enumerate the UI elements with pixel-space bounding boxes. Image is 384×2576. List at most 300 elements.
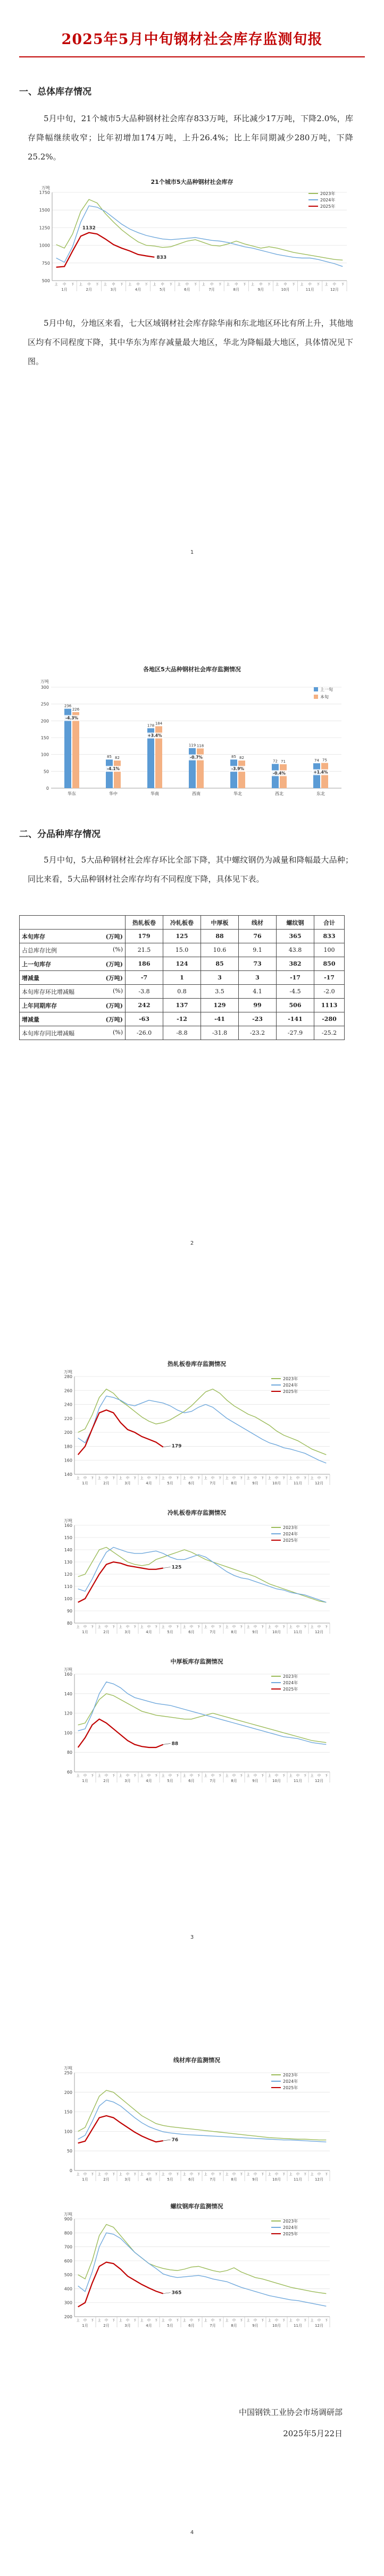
bar-previous [106, 759, 113, 788]
x-tick-label: 华南 [151, 791, 159, 796]
legend-label: 2025年 [283, 2232, 298, 2236]
section-heading-overall: 一、总体库存情况 [19, 87, 91, 97]
x-dekad-tick: 中 [161, 283, 164, 286]
x-tick-label: 6月 [188, 1630, 195, 1634]
table-cell: 365 [277, 930, 314, 943]
table-header-cell: 螺纹钢 [277, 916, 314, 930]
x-dekad-tick: 下 [324, 2173, 328, 2176]
x-tick-label: 8月 [231, 2324, 237, 2328]
x-dekad-tick: 上 [225, 1774, 229, 1778]
x-dekad-tick: 上 [119, 2319, 122, 2322]
page-number: 3 [190, 1935, 194, 1940]
x-dekad-tick: 中 [211, 1774, 215, 1778]
y-axis-unit: 万吨 [40, 679, 49, 684]
x-dekad-tick: 下 [341, 283, 345, 286]
x-dekad-tick: 中 [274, 1774, 279, 1778]
x-dekad-tick: 上 [310, 1625, 314, 1629]
series-line-2024年 [78, 2100, 327, 2142]
y-tick-label: 300 [40, 685, 49, 690]
chart-rebar [48, 2198, 346, 2330]
data-label: 833 [156, 255, 167, 260]
chart-regional-inventory [21, 662, 363, 800]
bar-value-label: 85 [107, 755, 112, 759]
x-dekad-tick: 下 [316, 283, 320, 286]
x-tick-label: 6月 [188, 2324, 195, 2328]
x-dekad-tick: 下 [261, 1476, 264, 1480]
x-dekad-tick: 上 [268, 1625, 271, 1629]
x-dekad-tick: 上 [182, 1476, 186, 1480]
x-dekad-tick: 下 [90, 1774, 94, 1778]
x-tick-label: 1月 [82, 1630, 88, 1634]
bar-current [72, 712, 79, 788]
y-axis-unit: 万吨 [64, 1518, 72, 1523]
change-label: +3.4% [147, 733, 162, 738]
x-dekad-tick: 中 [232, 2173, 236, 2176]
y-tick-label: 150 [64, 1535, 72, 1540]
x-dekad-tick: 中 [332, 283, 336, 286]
x-dekad-tick: 下 [218, 1625, 222, 1629]
x-dekad-tick: 上 [268, 1774, 271, 1778]
table-cell: 850 [314, 957, 345, 971]
x-dekad-tick: 中 [83, 1774, 87, 1778]
x-dekad-tick: 下 [154, 1476, 158, 1480]
x-tick-label: 8月 [231, 2177, 237, 2182]
data-label: 179 [171, 1443, 182, 1449]
x-dekad-tick: 中 [317, 1476, 321, 1480]
x-dekad-tick: 中 [253, 2319, 257, 2322]
x-dekad-tick: 中 [296, 1625, 300, 1629]
table-cell: -12 [163, 1012, 201, 1026]
legend-swatch [314, 695, 318, 699]
table-cell: -63 [126, 1012, 163, 1026]
x-dekad-tick: 下 [324, 2319, 328, 2322]
table-cell: -23 [239, 1012, 277, 1026]
y-tick-label: 750 [41, 260, 50, 266]
x-dekad-tick: 下 [112, 1625, 115, 1629]
row-label-text: 本旬库存同比增减幅 [22, 1029, 74, 1037]
x-dekad-tick: 中 [87, 283, 91, 286]
x-dekad-tick: 中 [112, 283, 115, 286]
x-dekad-tick: 下 [133, 1774, 137, 1778]
x-dekad-tick: 下 [176, 1774, 179, 1778]
x-tick-label: 12月 [315, 1779, 323, 1783]
table-row [20, 943, 345, 957]
x-dekad-tick: 中 [317, 1774, 321, 1778]
table-cell: 88 [201, 930, 239, 943]
x-dekad-tick: 下 [261, 1774, 264, 1778]
y-tick-label: 280 [64, 1374, 72, 1379]
x-dekad-tick: 下 [144, 283, 148, 286]
x-dekad-tick: 下 [133, 2319, 137, 2322]
row-label-text: 占总库存比例 [22, 947, 57, 954]
x-tick-label: 11月 [294, 2177, 302, 2182]
x-tick-label: 1月 [61, 288, 68, 292]
table-row-label [20, 1026, 126, 1040]
x-tick-label: 11月 [294, 2324, 302, 2328]
x-dekad-tick: 上 [76, 1476, 80, 1480]
x-dekad-tick: 中 [104, 2319, 108, 2322]
data-label: 125 [171, 1565, 182, 1570]
y-tick-label: 700 [64, 2244, 72, 2250]
y-axis-unit: 万吨 [64, 2212, 72, 2217]
page-number: 1 [190, 550, 194, 555]
x-tick-label: 4月 [146, 1779, 152, 1783]
x-dekad-tick: 下 [218, 283, 222, 286]
y-tick-label: 100 [40, 752, 49, 757]
bar-current [114, 761, 121, 788]
series-line-2023年 [78, 2090, 327, 2140]
row-label-text: 上年同期库存 [22, 1002, 57, 1009]
x-dekad-tick: 中 [104, 1625, 108, 1629]
legend-label: 2025年 [283, 2085, 298, 2090]
x-dekad-tick: 中 [147, 1774, 151, 1778]
x-dekad-tick: 中 [317, 2173, 321, 2176]
x-dekad-tick: 中 [259, 283, 263, 286]
x-tick-label: 4月 [146, 1630, 152, 1634]
series-line-2024年 [78, 1547, 327, 1602]
x-dekad-tick: 下 [282, 1774, 286, 1778]
x-tick-label: 3月 [110, 288, 117, 292]
x-dekad-tick: 上 [182, 1774, 186, 1778]
x-dekad-tick: 中 [253, 1625, 257, 1629]
x-dekad-tick: 上 [310, 1774, 314, 1778]
x-dekad-tick: 上 [246, 2173, 250, 2176]
table-row-label [20, 1012, 126, 1026]
table-header-cell: 冷轧板卷 [163, 916, 201, 930]
x-tick-label: 10月 [272, 1481, 281, 1485]
x-dekad-tick: 上 [79, 283, 82, 286]
data-label: 1132 [82, 225, 96, 231]
x-tick-label: 3月 [124, 2324, 131, 2328]
x-dekad-tick: 下 [133, 1625, 137, 1629]
x-dekad-tick: 中 [317, 1625, 321, 1629]
bar-current [197, 748, 204, 788]
x-tick-label: 华东 [68, 791, 76, 796]
legend-label: 2023年 [283, 1674, 298, 1679]
x-tick-label: 5月 [167, 1779, 173, 1783]
x-tick-label: 5月 [167, 1481, 173, 1485]
variety-table-wrapper [19, 915, 345, 1040]
signature-date: 2025年5月22日 [283, 2429, 343, 2438]
y-tick-label: 500 [64, 2273, 72, 2278]
x-dekad-tick: 下 [239, 2173, 243, 2176]
x-tick-label: 1月 [82, 1779, 88, 1783]
x-tick-label: 11月 [294, 1481, 302, 1485]
x-tick-label: 5月 [167, 2177, 173, 2182]
x-dekad-tick: 下 [261, 2173, 264, 2176]
x-tick-label: 3月 [124, 1630, 131, 1634]
x-tick-label: 7月 [208, 288, 215, 292]
x-dekad-tick: 上 [104, 283, 107, 286]
table-cell: 10.6 [201, 943, 239, 957]
x-dekad-tick: 下 [218, 1476, 222, 1480]
data-label: 365 [171, 2290, 182, 2296]
chart-title: 热轧板卷库存监测情况 [168, 1361, 226, 1367]
chart-title: 21个城市5大品种钢材社会库存 [151, 179, 233, 185]
y-tick-label: 100 [64, 1730, 72, 1736]
y-tick-label: 60 [66, 1770, 72, 1775]
legend-label: 2023年 [283, 2073, 298, 2077]
table-cell: 99 [239, 999, 277, 1012]
row-unit-text: (万吨) [105, 960, 123, 968]
change-label: -4.1% [107, 766, 120, 772]
x-tick-label: 6月 [188, 1779, 195, 1783]
x-dekad-tick: 中 [168, 1774, 172, 1778]
table-cell: 506 [277, 999, 314, 1012]
x-tick-label: 6月 [184, 288, 190, 292]
x-dekad-tick: 下 [303, 1774, 307, 1778]
x-dekad-tick: 下 [197, 1476, 201, 1480]
x-dekad-tick: 上 [289, 1625, 293, 1629]
x-dekad-tick: 下 [267, 283, 271, 286]
y-tick-label: 140 [64, 1472, 72, 1477]
paragraph-overall: 5月中旬，21个城市5大品种钢材社会库存833万吨，环比减少17万吨，下降2.0%，库存降幅继续收窄；比年初增加174万吨，上升26.4%；比上年同期减少280万吨，下降25.2%。 [28, 114, 353, 162]
x-tick-label: 8月 [231, 1630, 237, 1634]
table-cell: 3 [239, 971, 277, 985]
x-dekad-tick: 下 [303, 1625, 307, 1629]
x-tick-label: 华北 [233, 791, 242, 796]
x-tick-label: 9月 [252, 2177, 258, 2182]
legend-label: 2023年 [283, 2219, 298, 2224]
table-cell: 242 [126, 999, 163, 1012]
x-tick-label: 10月 [272, 1630, 281, 1634]
x-tick-label: 4月 [135, 288, 141, 292]
x-tick-label: 4月 [146, 2177, 152, 2182]
table-header-row [20, 916, 345, 930]
x-dekad-tick: 上 [251, 283, 255, 286]
x-dekad-tick: 中 [210, 283, 214, 286]
x-dekad-tick: 中 [211, 2173, 215, 2176]
table-cell: -4.5 [277, 985, 314, 999]
x-tick-label: 9月 [252, 2324, 258, 2328]
row-label-text: 上一旬库存 [22, 960, 51, 968]
x-dekad-tick: 下 [303, 2319, 307, 2322]
x-dekad-tick: 中 [189, 1476, 194, 1480]
x-tick-label: 11月 [294, 1630, 302, 1634]
x-dekad-tick: 中 [63, 283, 66, 286]
x-dekad-tick: 下 [176, 1476, 179, 1480]
table-cell: 129 [201, 999, 239, 1012]
bar-current [321, 763, 328, 789]
x-dekad-tick: 中 [253, 1476, 257, 1480]
x-dekad-tick: 下 [261, 1625, 264, 1629]
table-header-cell [20, 916, 126, 930]
y-tick-label: 200 [64, 2315, 72, 2319]
x-dekad-tick: 下 [197, 2319, 201, 2322]
legend-label: 2025年 [283, 1538, 298, 1543]
chart-title: 线材库存监测情况 [173, 2057, 220, 2064]
x-dekad-tick: 中 [126, 1774, 130, 1778]
x-tick-label: 9月 [252, 1481, 258, 1485]
x-dekad-tick: 下 [133, 2173, 137, 2176]
legend-label: 2024年 [283, 1532, 298, 1536]
legend-swatch [314, 687, 318, 691]
x-dekad-tick: 下 [90, 2173, 94, 2176]
x-dekad-tick: 下 [154, 2173, 158, 2176]
table-row-label [20, 957, 126, 971]
x-dekad-tick: 上 [182, 2319, 186, 2322]
x-dekad-tick: 下 [169, 283, 173, 286]
page-title: 2025年5月中旬钢材社会库存监测旬报 [61, 31, 323, 48]
x-dekad-tick: 中 [126, 2319, 130, 2322]
y-axis-unit: 万吨 [41, 185, 50, 190]
table-cell: 21.5 [126, 943, 163, 957]
table-row [20, 957, 345, 971]
x-tick-label: 10月 [272, 2177, 281, 2182]
table-cell: 179 [126, 930, 163, 943]
bar-value-label: 72 [273, 759, 278, 764]
x-dekad-tick: 下 [282, 2173, 286, 2176]
x-dekad-tick: 中 [168, 1625, 172, 1629]
table-cell: 833 [314, 930, 345, 943]
table-cell: -27.9 [277, 1026, 314, 1040]
table-cell: -17 [277, 971, 314, 985]
x-dekad-tick: 下 [112, 1476, 115, 1480]
x-dekad-tick: 下 [303, 2173, 307, 2176]
x-dekad-tick: 上 [177, 283, 181, 286]
x-dekad-tick: 下 [239, 1476, 243, 1480]
table-cell: -3.8 [126, 985, 163, 999]
x-dekad-tick: 下 [90, 2319, 94, 2322]
y-tick-label: 250 [64, 2071, 72, 2075]
table-cell: -2.0 [314, 985, 345, 999]
x-dekad-tick: 中 [147, 2173, 151, 2176]
x-dekad-tick: 上 [276, 283, 279, 286]
legend-label: 本旬 [320, 695, 329, 699]
x-tick-label: 12月 [315, 2324, 323, 2328]
table-header-cell: 合计 [314, 916, 345, 930]
x-dekad-tick: 下 [197, 1625, 201, 1629]
x-dekad-tick: 中 [232, 1625, 236, 1629]
x-tick-label: 7月 [210, 1481, 216, 1485]
chart-cold-rolled [48, 1504, 346, 1637]
x-dekad-tick: 上 [161, 2319, 165, 2322]
x-dekad-tick: 上 [76, 1774, 80, 1778]
y-tick-label: 100 [64, 2129, 72, 2134]
y-tick-label: 800 [64, 2231, 72, 2236]
x-tick-label: 12月 [315, 1630, 323, 1634]
series-line-2024年 [78, 2233, 327, 2306]
x-dekad-tick: 上 [246, 1625, 250, 1629]
legend-label: 2023年 [320, 191, 336, 196]
table-cell: -25.2 [314, 1026, 345, 1040]
x-tick-label: 12月 [315, 2177, 323, 2182]
page-number: 2 [190, 1240, 194, 1246]
x-tick-label: 7月 [210, 1630, 216, 1634]
table-cell: 85 [201, 957, 239, 971]
y-tick-label: 260 [64, 1388, 72, 1393]
x-dekad-tick: 上 [310, 2173, 314, 2176]
x-dekad-tick: 中 [296, 1476, 300, 1480]
x-tick-label: 11月 [294, 1779, 302, 1783]
x-dekad-tick: 中 [104, 2173, 108, 2176]
y-tick-label: 80 [66, 1750, 72, 1755]
change-label: -3.9% [231, 766, 244, 772]
x-dekad-tick: 上 [246, 1476, 250, 1480]
table-row-label [20, 943, 126, 957]
title-divider [19, 56, 365, 57]
chart-wire-rod [48, 2051, 346, 2184]
x-tick-label: 6月 [188, 2177, 195, 2182]
legend-label: 2023年 [283, 1525, 298, 1530]
series-line-2025年 [78, 2262, 163, 2307]
x-dekad-tick: 下 [218, 1774, 222, 1778]
table-cell: -8.8 [163, 1026, 201, 1040]
bar-value-label: 74 [314, 758, 319, 763]
x-dekad-tick: 下 [197, 2173, 201, 2176]
paragraph-varieties: 5月中旬，5大品种钢材社会库存环比全部下降，其中螺纹钢仍为减量和降幅最大品种；同比来看，5大品种钢材社会库存均有不同程度下降，具体见下表。 [28, 855, 353, 884]
x-dekad-tick: 上 [300, 283, 304, 286]
y-tick-label: 120 [64, 1572, 72, 1577]
y-tick-label: 1000 [39, 243, 50, 248]
x-dekad-tick: 上 [310, 2319, 314, 2322]
x-dekad-tick: 中 [168, 1476, 172, 1480]
y-tick-label: 110 [64, 1584, 72, 1589]
x-tick-label: 2月 [103, 2177, 110, 2182]
y-tick-label: 160 [64, 1672, 72, 1677]
y-tick-label: 140 [64, 1548, 72, 1552]
bar-value-label: 236 [64, 704, 72, 708]
x-tick-label: 8月 [233, 288, 239, 292]
chart-title: 各地区5大品种钢材社会库存监测情况 [143, 666, 241, 673]
variety-inventory-table [19, 915, 345, 1040]
bar-previous [313, 763, 320, 788]
table-row [20, 971, 345, 985]
y-tick-label: 180 [64, 1444, 72, 1449]
x-dekad-tick: 上 [140, 1774, 144, 1778]
x-dekad-tick: 上 [140, 2319, 144, 2322]
x-dekad-tick: 上 [119, 2173, 122, 2176]
x-dekad-tick: 上 [246, 1774, 250, 1778]
x-dekad-tick: 中 [83, 2319, 87, 2322]
x-dekad-tick: 上 [202, 283, 205, 286]
x-dekad-tick: 下 [282, 1625, 286, 1629]
x-dekad-tick: 上 [128, 283, 132, 286]
signature-org: 中国钢铁工业协会市场调研部 [238, 2408, 343, 2417]
x-dekad-tick: 中 [274, 2319, 279, 2322]
x-dekad-tick: 中 [147, 1476, 151, 1480]
y-tick-label: 250 [40, 702, 49, 707]
x-dekad-tick: 上 [54, 283, 58, 286]
x-tick-label: 4月 [146, 1481, 152, 1485]
x-tick-label: 8月 [231, 1779, 237, 1783]
bar-value-label: 226 [72, 707, 80, 712]
table-row [20, 985, 345, 999]
x-tick-label: 东北 [316, 791, 325, 796]
table-row-label [20, 930, 126, 943]
x-dekad-tick: 下 [282, 2319, 286, 2322]
table-cell: 100 [314, 943, 345, 957]
x-dekad-tick: 中 [168, 2173, 172, 2176]
row-label-text: 增减量 [22, 974, 39, 982]
x-dekad-tick: 上 [153, 283, 156, 286]
x-dekad-tick: 下 [291, 283, 295, 286]
x-dekad-tick: 上 [225, 1476, 229, 1480]
x-dekad-tick: 上 [97, 1625, 101, 1629]
x-tick-label: 2月 [86, 288, 92, 292]
x-dekad-tick: 中 [83, 2173, 87, 2176]
x-dekad-tick: 中 [126, 2173, 130, 2176]
x-tick-label: 5月 [167, 2324, 173, 2328]
x-tick-label: 7月 [210, 2177, 216, 2182]
y-tick-label: 0 [46, 786, 49, 791]
chart-title: 中厚板库存监测情况 [170, 1658, 223, 1665]
x-dekad-tick: 上 [225, 1625, 229, 1629]
legend-label: 2024年 [320, 198, 336, 202]
x-tick-label: 11月 [305, 288, 314, 292]
legend-label: 2023年 [283, 1376, 298, 1381]
legend-label: 2025年 [283, 1687, 298, 1692]
